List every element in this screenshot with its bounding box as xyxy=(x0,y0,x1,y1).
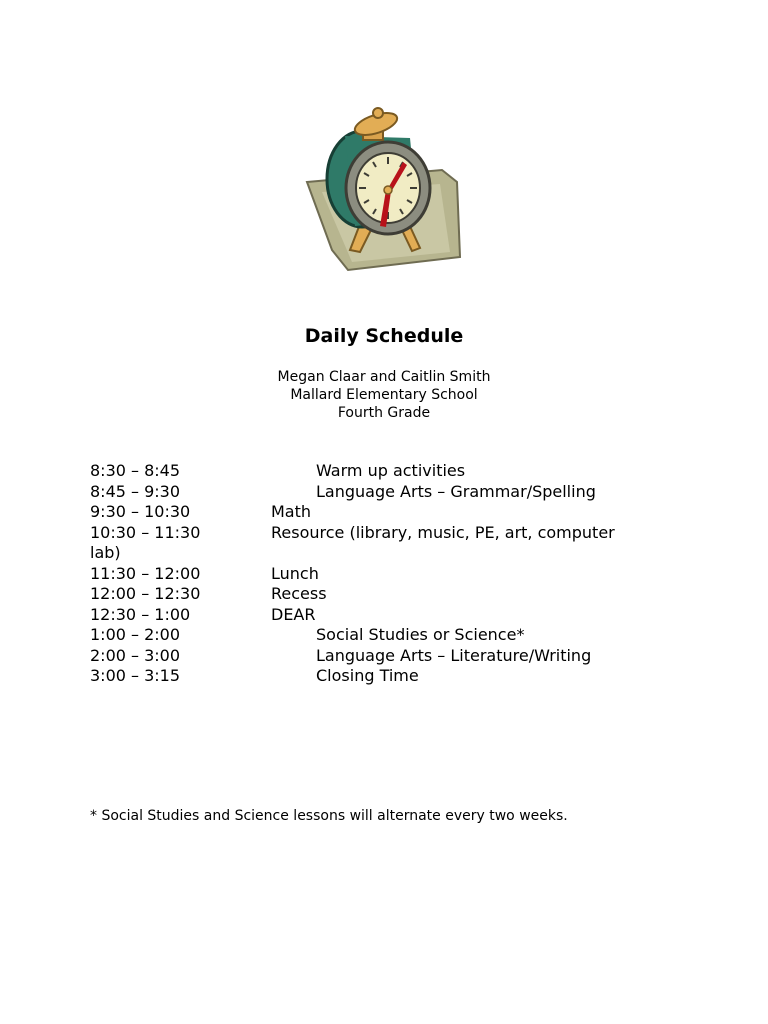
schedule-activity: DEAR xyxy=(271,604,316,624)
schedule-activity: Social Studies or Science* xyxy=(316,625,525,644)
schedule-activity: Recess xyxy=(271,584,327,603)
school-line: Mallard Elementary School xyxy=(290,387,478,403)
schedule-time: 12:30 – 1:00 xyxy=(90,604,191,624)
schedule-time: 1:00 – 2:00 xyxy=(90,625,181,644)
schedule-time: 2:00 – 3:00 xyxy=(90,645,181,665)
schedule-row xyxy=(90,584,670,605)
schedule-time: 8:30 – 8:45 xyxy=(90,461,181,480)
schedule-activity-continuation: lab) xyxy=(90,543,121,562)
schedule-list xyxy=(90,461,670,687)
schedule-row xyxy=(90,523,670,564)
schedule-row xyxy=(90,625,670,646)
schedule-activity: Language Arts – Literature/Writing xyxy=(316,645,592,665)
schedule-row xyxy=(90,646,670,667)
schedule-activity: Math xyxy=(271,502,312,521)
alarm-clock-icon xyxy=(300,102,465,277)
schedule-activity: Language Arts – Grammar/Spelling xyxy=(316,481,596,501)
schedule-time: 8:45 – 9:30 xyxy=(90,481,181,501)
schedule-time: 12:00 – 12:30 xyxy=(90,584,201,603)
authors-line: Megan Claar and Caitlin Smith xyxy=(277,369,491,385)
grade-line: Fourth Grade xyxy=(337,405,431,421)
footnote: * Social Studies and Science lessons will alternate every two weeks. xyxy=(90,808,568,824)
schedule-time: 11:30 – 12:00 xyxy=(90,563,201,583)
schedule-activity: Resource (library, music, PE, art, computer xyxy=(271,522,615,542)
schedule-activity: Closing Time xyxy=(316,666,419,685)
schedule-row xyxy=(90,461,670,482)
schedule-row xyxy=(90,666,670,687)
schedule-time: 9:30 – 10:30 xyxy=(90,502,191,521)
schedule-row xyxy=(90,605,670,626)
schedule-row xyxy=(90,502,670,523)
schedule-activity: Lunch xyxy=(271,563,319,583)
schedule-row xyxy=(90,564,670,585)
schedule-activity: Warm up activities xyxy=(316,461,466,480)
schedule-row xyxy=(90,482,670,503)
schedule-time: 10:30 – 11:30 xyxy=(90,522,201,542)
page-title: Daily Schedule xyxy=(304,325,464,347)
schedule-time: 3:00 – 3:15 xyxy=(90,666,181,685)
